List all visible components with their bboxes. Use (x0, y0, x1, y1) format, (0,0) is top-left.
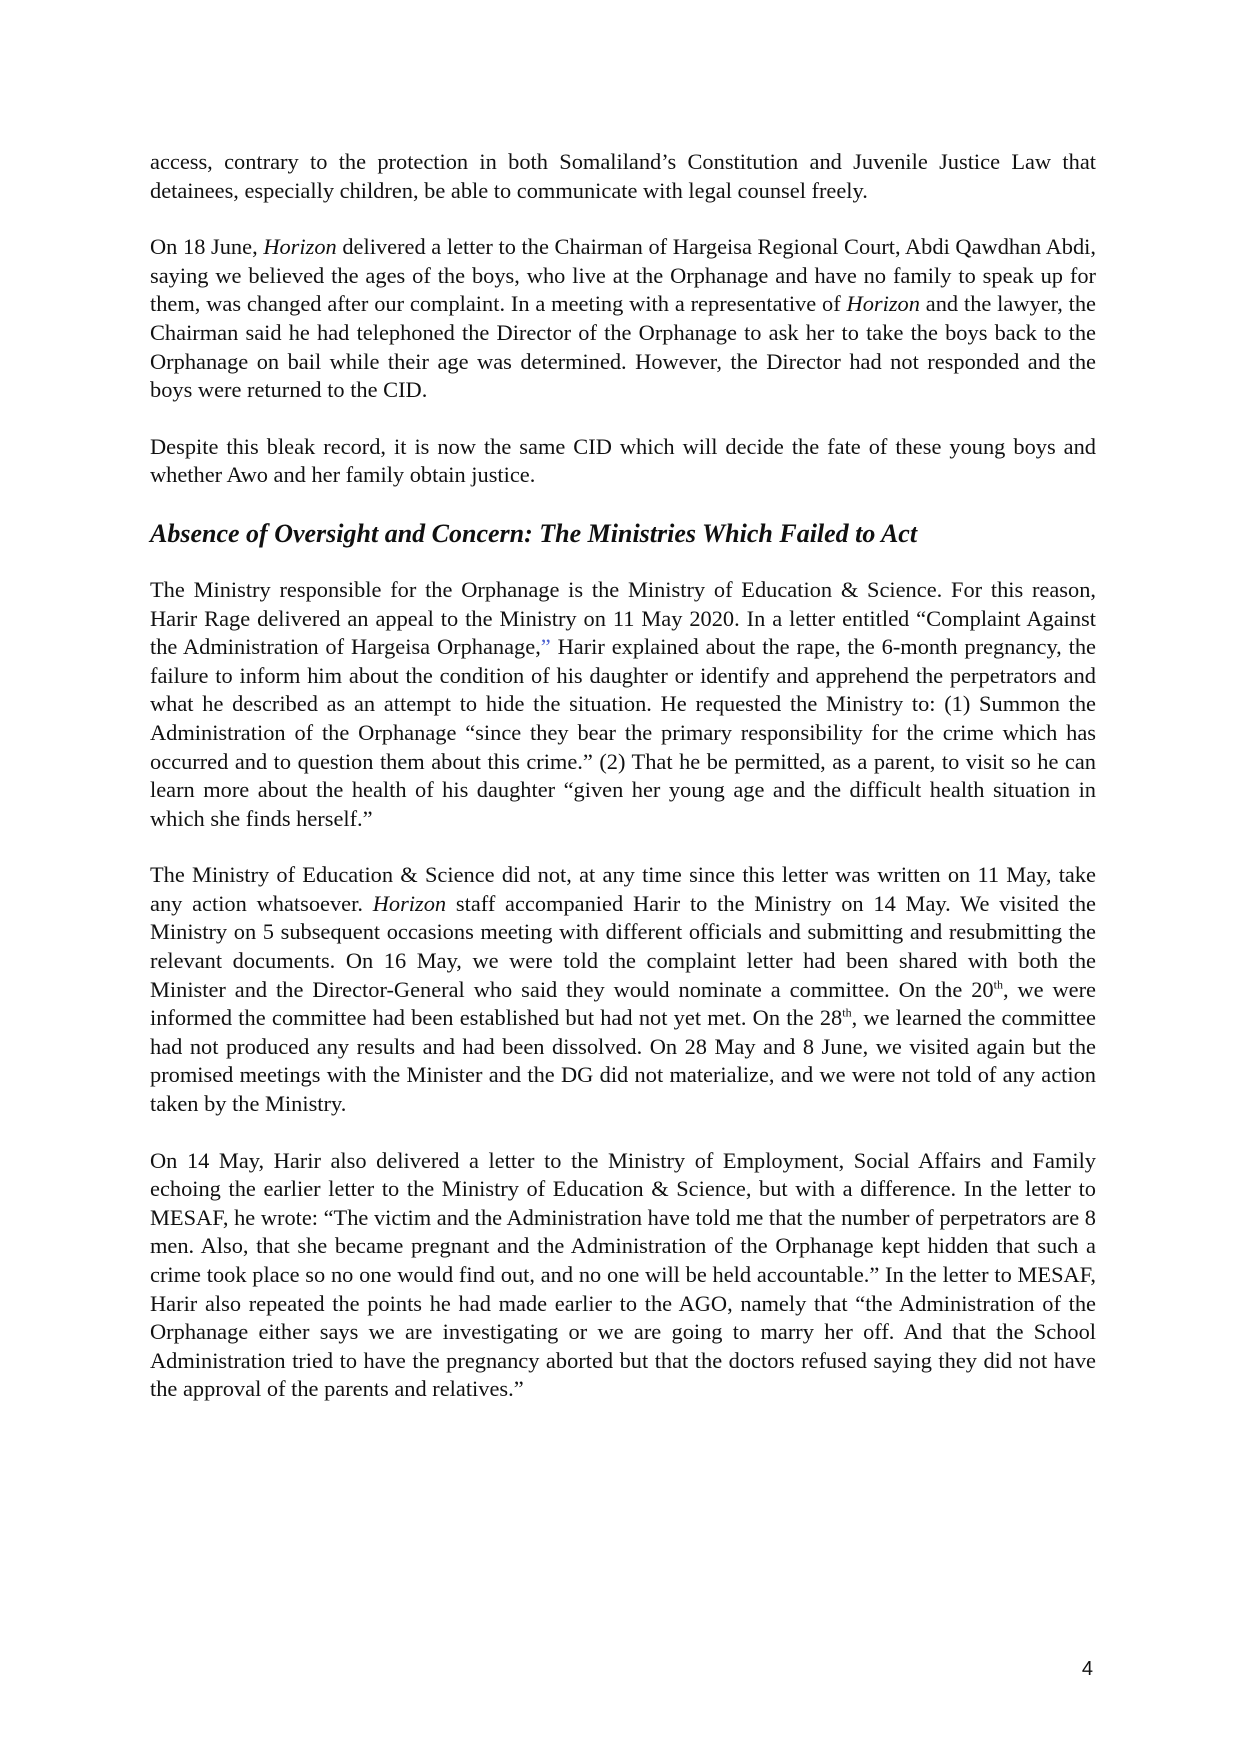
paragraph-6: On 14 May, Harir also delivered a letter to the Ministry of Employment, Social Affairs and Family echoing the earlier letter to the Ministry of Education & Science, but with a difference. In the letter to MESAF, he wrote: “The victim and the Administration have told me that the number of perpetrators are 8 men. Also, that she became pregnant and the Administration of the Orphanage kept hidden that such a crime took place so no one would find out, and no one will be held accountable.” In the letter to MESAF, Harir also repeated the points he had made earlier to the AGO, namely that “the Administration of the Orphanage either says we are investigating or we are going to marry her off. And that the School Administration tried to have the pregnancy aborted but that the doctors refused saying they did not have the approval of the parents and relatives.” (150, 1147, 1096, 1402)
paragraph-5-part-b: staff accompanied Harir to the Ministry on 14 May. We visited the Ministry on 5 subsequent occasions meeting with different officials and submitting and resubmitting the relevant documents. On 16 May, we were told the complaint letter had been shared with both the Minister and the Director-General who said they would nominate a committee. On the 20 (150, 890, 1096, 1002)
document-page (150, 148, 1096, 1404)
horizon-name: Horizon (372, 890, 447, 916)
paragraph-5-part-d: , we learned the committee had not produced any results and had been dissolved. On 28 May and 8 June, we visited again but the promised meetings with the Minister and the DG did not materialize, and we were not told of any action taken by the Ministry. (150, 1005, 1096, 1117)
section-heading: Absence of Oversight and Concern: The Ministries Which Failed to Act (150, 518, 918, 548)
horizon-name: Horizon (263, 234, 337, 260)
paragraph-2 (150, 233, 1096, 405)
paragraph-5-part-a: The Ministry of Education & Science did not, at any time since this letter was written on 11 May, take any action whatsoever. (150, 862, 1096, 916)
paragraph-4-part-b: Harir explained about the rape, the 6-month pregnancy, the failure to inform him about the condition of his daughter or identify and apprehend the perpetrators and what he described as an attempt to hide the situation. He requested the Ministry to: (1) Summon the Administration of the Orphanage “since they bear the primary responsibility for the crime which has occurred and to question them about this crime.” (2) That he be permitted, as a parent, to visit so he can learn more about the health of his daughter “given her young age and the difficult health situation in which she finds herself.” (150, 634, 1096, 831)
paragraph-3: Despite this bleak record, it is now the same CID which will decide the fate of these young boys and whether Awo and her family obtain justice. (150, 433, 1096, 488)
paragraph-5 (150, 861, 1096, 1118)
ordinal-suffix: th (993, 977, 1003, 992)
paragraph-5-part-c: , we were informed the committee had been established but had not yet met. On the 28 (150, 976, 1096, 1031)
horizon-name: Horizon (846, 291, 920, 317)
ordinal-suffix: th (842, 1005, 852, 1020)
paragraph-4 (150, 576, 1096, 833)
page-number: 4 (1081, 1658, 1093, 1680)
paragraph-2-part-a: On 18 June, (150, 234, 264, 260)
closing-quote-mark: ” (540, 634, 551, 660)
paragraph-2-part-b: delivered a letter to the Chairman of Hargeisa Regional Court, Abdi Qawdhan Abdi, saying we believed the ages of the boys, who live at the Orphanage and have no family to speak up for them, was changed after our complaint. In a meeting with a representative of (150, 234, 1096, 317)
paragraph-1: access, contrary to the protection in both Somaliland’s Constitution and Juvenile Justice Law that detainees, especially children, be able to communicate with legal counsel freely. (150, 149, 1096, 203)
paragraph-4-part-a: The Ministry responsible for the Orphanage is the Ministry of Education & Science. For this reason, Harir Rage delivered an appeal to the Ministry on 11 May 2020. In a letter entitled “Complaint Against the Administration of Hargeisa Orphanage, (150, 576, 1096, 660)
paragraph-2-part-c: and the lawyer, the Chairman said he had telephoned the Director of the Orphanage to ask her to take the boys back to the Orphanage on bail while their age was determined. However, the Director had not responded and the boys were returned to the CID. (150, 291, 1096, 403)
